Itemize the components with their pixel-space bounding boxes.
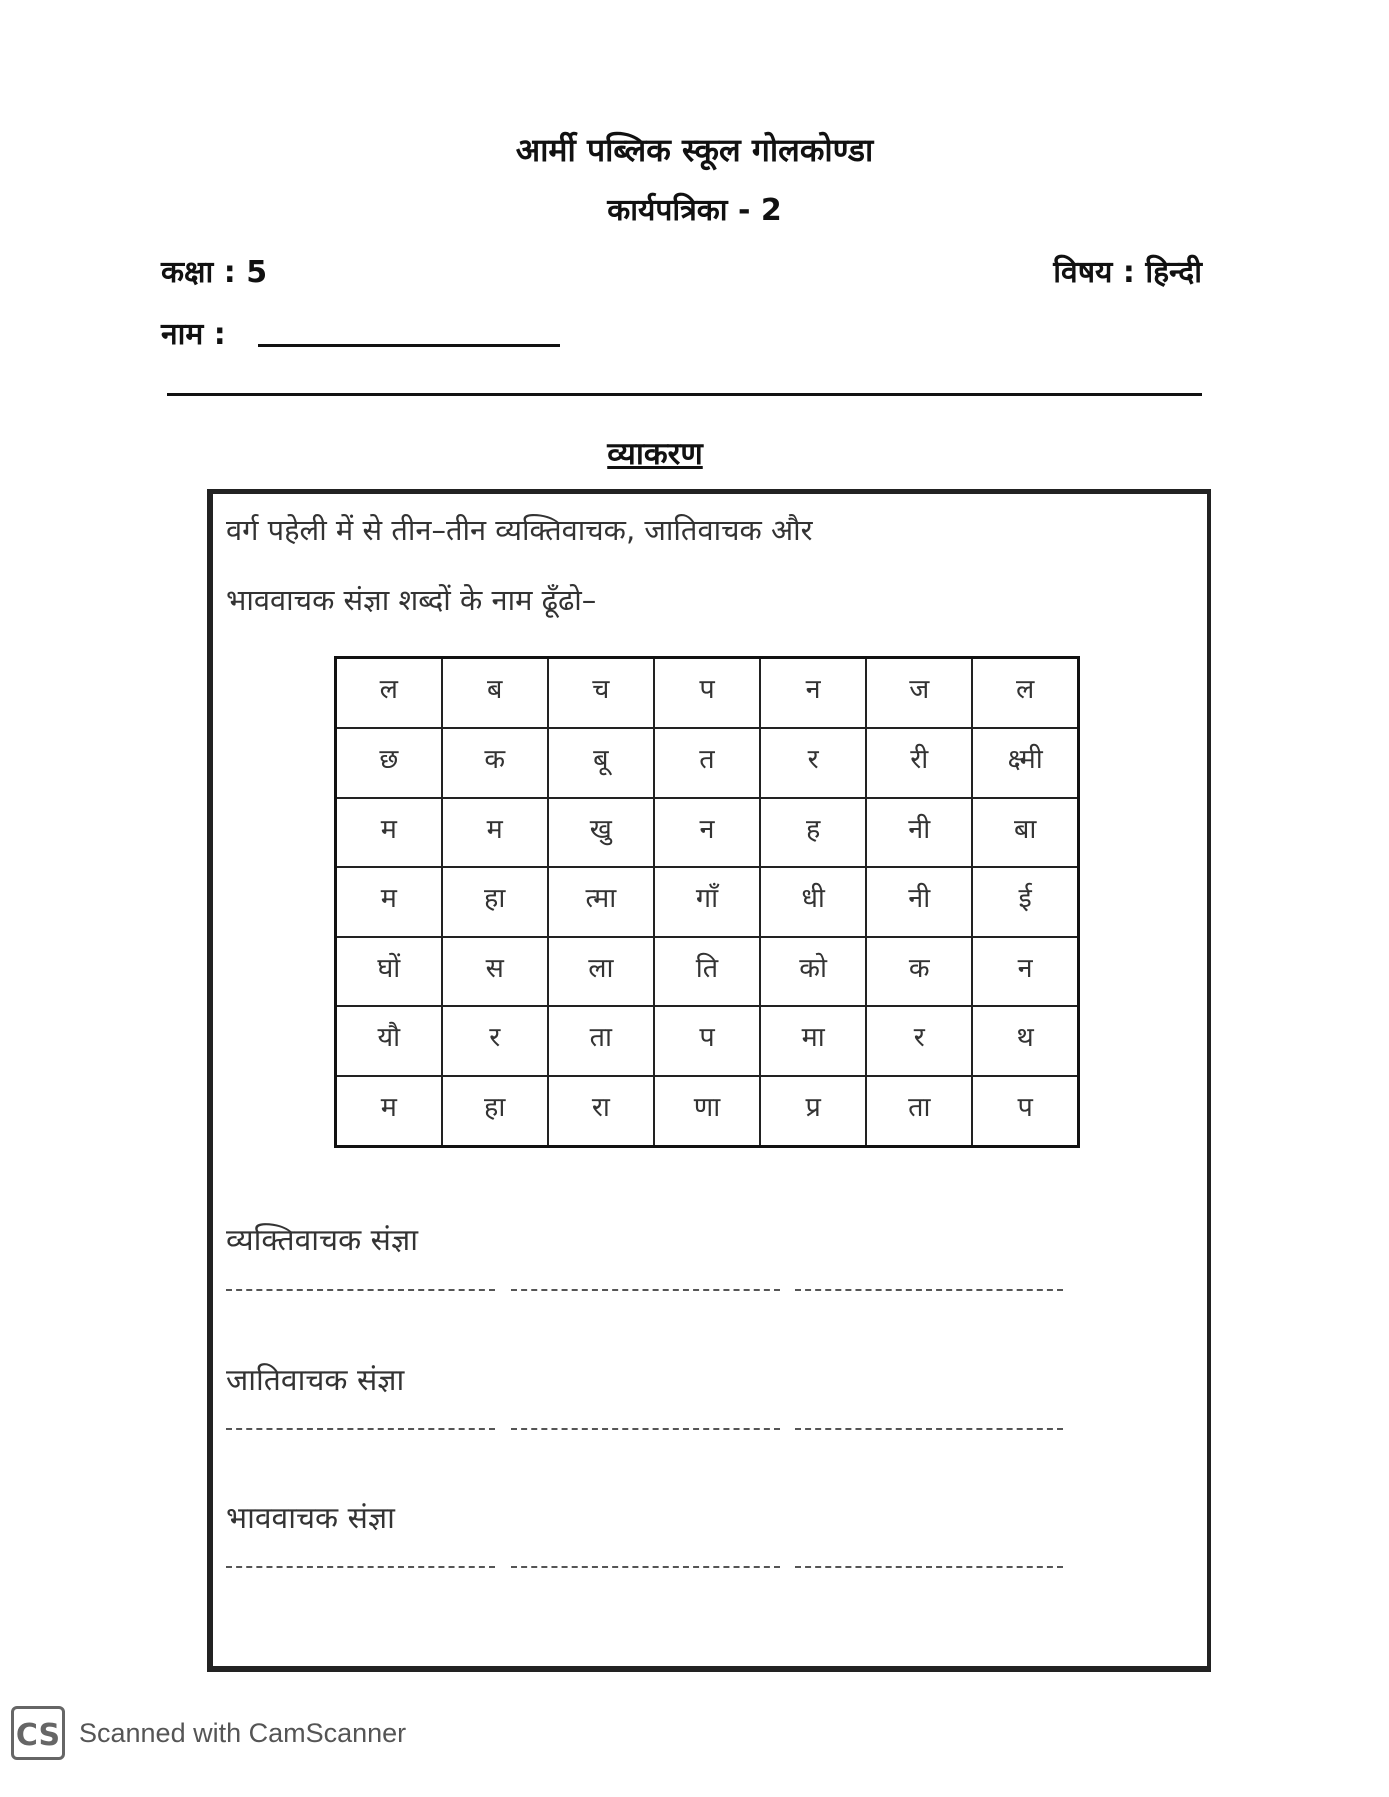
grid-cell: म [336,867,442,937]
grid-cell: ज [866,658,972,728]
grid-cell: म [336,1076,442,1146]
grid-row [336,728,1079,798]
subject-label: विषय : हिन्दी [1053,255,1202,290]
grid-cell: र [866,1006,972,1076]
grid-cell: न [760,658,866,728]
name-label: नाम : [161,317,226,352]
grid-cell: र [442,1006,548,1076]
grid-row [336,1006,1079,1076]
answer-blank[interactable] [226,1566,495,1568]
grid-cell: प्र [760,1076,866,1146]
grid-cell: क [866,937,972,1007]
grid-cell: त्मा [548,867,654,937]
grid-cell: र [760,728,866,798]
grid-cell: म [336,798,442,868]
instruction-line-2: भाववाचक संज्ञा शब्दों के नाम ढूँढो– [226,583,597,617]
grid-cell: री [866,728,972,798]
grid-row [336,658,1079,728]
grid-cell: प [972,1076,1078,1146]
grid-row [336,937,1079,1007]
grid-cell: ति [654,937,760,1007]
grid-cell: ता [866,1076,972,1146]
grid-cell: ता [548,1006,654,1076]
school-name: आर्मी पब्लिक स्कूल गोलकोण्डा [515,131,874,169]
grid-cell: न [654,798,760,868]
grid-cell: ल [336,658,442,728]
grid-cell: न [972,937,1078,1007]
grid-cell: ह [760,798,866,868]
grid-cell: घों [336,937,442,1007]
grid-cell: धी [760,867,866,937]
grid-cell: स [442,937,548,1007]
answer-label-common-noun: जातिवाचक संज्ञा [226,1363,405,1398]
grid-cell: ला [548,937,654,1007]
grid-row [336,798,1079,868]
grid-cell: म [442,798,548,868]
grid-cell: थ [972,1006,1078,1076]
answer-blank[interactable] [511,1289,780,1291]
grid-cell: मा [760,1006,866,1076]
grid-cell: छ [336,728,442,798]
grid-cell: हा [442,1076,548,1146]
grid-cell: नी [866,798,972,868]
answer-label-abstract-noun: भाववाचक संज्ञा [226,1501,395,1536]
instruction-line-1: वर्ग पहेली में से तीन–तीन व्यक्तिवाचक, जातिवाचक और [226,513,813,547]
answer-blank[interactable] [511,1428,780,1430]
answer-label-proper-noun: व्यक्तिवाचक संज्ञा [226,1223,418,1258]
grid-cell: रा [548,1076,654,1146]
word-search-grid [334,656,1080,1148]
grid-cell: ब [442,658,548,728]
section-title-wrap [0,432,1310,474]
grid-cell: खु [548,798,654,868]
grid-cell: नी [866,867,972,937]
grid-cell: प [654,658,760,728]
grid-cell: त [654,728,760,798]
grid-row [336,867,1079,937]
grid-cell: यौ [336,1006,442,1076]
grid-cell: को [760,937,866,1007]
grid-cell: क्ष्मी [972,728,1078,798]
grid-cell: प [654,1006,760,1076]
answer-blank[interactable] [795,1428,1063,1430]
grid-cell: बू [548,728,654,798]
camscanner-logo-icon: CS [11,1706,65,1760]
grid-cell: गाँ [654,867,760,937]
name-field[interactable] [258,344,560,347]
answer-blank[interactable] [795,1566,1063,1568]
grid-cell: हा [442,867,548,937]
grid-cell: णा [654,1076,760,1146]
camscanner-watermark: Scanned with CamScanner [79,1718,407,1748]
answer-blank[interactable] [226,1289,495,1291]
grid-cell: क [442,728,548,798]
grid-cell: ल [972,658,1078,728]
grid-cell: बा [972,798,1078,868]
class-label: कक्षा : 5 [161,255,268,290]
grid-row [336,1076,1079,1146]
divider [167,393,1202,396]
answer-blank[interactable] [226,1428,495,1430]
answer-blank[interactable] [511,1566,780,1568]
section-title: व्याकरण [607,436,703,472]
worksheet-title: कार्यपत्रिका - 2 [607,193,782,228]
answer-blank[interactable] [795,1289,1063,1291]
grid-cell: ई [972,867,1078,937]
grid-cell: च [548,658,654,728]
